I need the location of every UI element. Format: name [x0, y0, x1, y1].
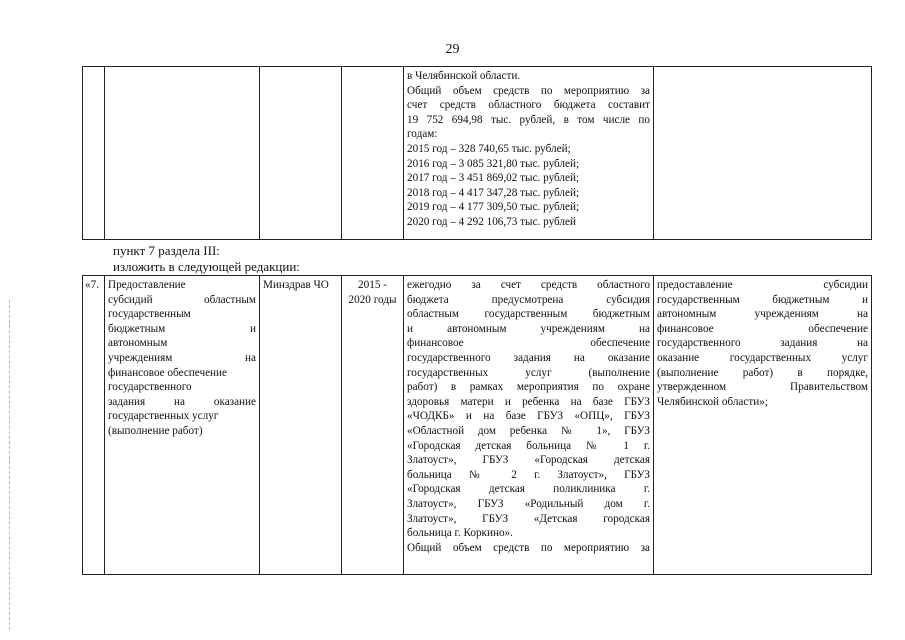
- funding-cell: [404, 276, 654, 575]
- period-cell: [342, 276, 404, 575]
- text-line: «Городская детская больница № 1 г.: [407, 439, 650, 452]
- text-line: финансовое обеспечение: [657, 322, 868, 335]
- text-line: Златоуст», ГБУЗ «Детская городская: [407, 512, 650, 525]
- text-line: и автономным учреждениям на: [407, 322, 650, 335]
- text-line: «ЧОДКБ» и на базе ГБУЗ «ОПЦ», ГБУЗ: [407, 410, 650, 423]
- scan-edge-line: [9, 300, 10, 630]
- amendment-line-2: изложить в следующей редакции:: [113, 259, 300, 274]
- text-line: 2016 год – 3 085 321,80 тыс. рублей;: [407, 157, 580, 170]
- text-line: государственным бюджетным и: [657, 293, 868, 306]
- text-line: 2020 годы: [348, 293, 397, 306]
- text-line: Предоставление: [108, 279, 186, 291]
- text-line: учреждениям на: [108, 351, 256, 364]
- text-line: государственным: [108, 308, 191, 321]
- text-line: государственного: [108, 381, 192, 394]
- text-line: автономным учреждениям на: [657, 308, 868, 321]
- result-cell: [654, 276, 872, 575]
- text-line: субсидий областным: [108, 293, 256, 306]
- cell-funding: [404, 67, 654, 240]
- cell-period: [342, 67, 404, 240]
- page-number: 29: [445, 42, 460, 57]
- text-line: больница № 2 г. Златоуст», ГБУЗ: [407, 468, 650, 481]
- text-line: 19 752 694,98 тыс. рублей, в том числе по: [407, 113, 650, 126]
- cell-number: [83, 67, 105, 240]
- text-line: годам:: [407, 128, 438, 141]
- text-line: 2019 год – 4 177 309,50 тыс. рублей;: [407, 201, 580, 214]
- cell-result: [654, 67, 872, 240]
- program-table-continued: [82, 66, 872, 240]
- table-row: [83, 276, 872, 575]
- executor-cell: Минздрав ЧО: [260, 276, 342, 575]
- text-line: Златоуст», ГБУЗ «Родильный дом г.: [407, 497, 650, 510]
- text-line: финансовое обеспечение: [108, 366, 227, 379]
- text-line: бюджета предусмотрена субсидия: [407, 293, 650, 306]
- text-line: здоровья матери и ребенка на базе ГБУЗ: [407, 395, 650, 408]
- text-line: бюджетным и: [108, 322, 256, 335]
- item-number: «7.: [83, 276, 105, 575]
- cell-executor: [260, 67, 342, 240]
- text-line: оказание государственных услуг: [657, 351, 868, 364]
- text-line: государственного задания на: [657, 337, 868, 350]
- text-line: 2020 год – 4 292 106,73 тыс. рублей: [407, 215, 576, 228]
- text-line: финансовое обеспечение: [407, 337, 650, 350]
- text-line: государственных услуг: [108, 410, 219, 423]
- text-line: работ) в рамках мероприятия по охране: [407, 381, 650, 394]
- text-line: предоставление субсидии: [657, 279, 868, 291]
- text-line: государственных услуг (выполнение: [407, 366, 650, 379]
- text-line: «Областной дом ребенка № 1», ГБУЗ: [407, 424, 650, 437]
- amendment-line-1: пункт 7 раздела III:: [113, 243, 220, 258]
- text-line: областным государственным бюджетным: [407, 308, 650, 321]
- text-line: государственного задания на оказание: [407, 351, 650, 364]
- text-line: 2017 год – 3 451 869,02 тыс. рублей;: [407, 172, 580, 185]
- text-line: больница г. Коркино».: [407, 527, 513, 540]
- measure-cell: [105, 276, 260, 575]
- text-line: 2015 год – 328 740,65 тыс. рублей;: [407, 142, 571, 155]
- text-line: «Городская детская поликлиника г.: [407, 483, 650, 496]
- text-line: Общий объем средств по мероприятию за: [407, 84, 650, 97]
- text-line: в Челябинской области.: [407, 70, 521, 82]
- table-row: [83, 67, 872, 240]
- text-line: утвержденном Правительством: [657, 381, 868, 394]
- cell-measure: [105, 67, 260, 240]
- text-line: счет средств областного бюджета составит: [407, 99, 650, 112]
- text-line: 2015 -: [358, 279, 387, 291]
- text-line: Челябинской области»;: [657, 395, 768, 408]
- text-line: задания на оказание: [108, 395, 256, 408]
- text-line: (выполнение работ) в порядке,: [657, 366, 868, 379]
- text-line: (выполнение работ): [108, 424, 203, 437]
- text-line: 2018 год – 4 417 347,28 тыс. рублей;: [407, 186, 580, 199]
- text-line: Златоуст», ГБУЗ «Городская детская: [407, 454, 650, 467]
- text-line: ежегодно за счет средств областного: [407, 279, 650, 291]
- program-table-item-7: [82, 275, 872, 575]
- text-line: Общий объем средств по мероприятию за: [407, 541, 650, 554]
- text-line: автономным: [108, 337, 168, 350]
